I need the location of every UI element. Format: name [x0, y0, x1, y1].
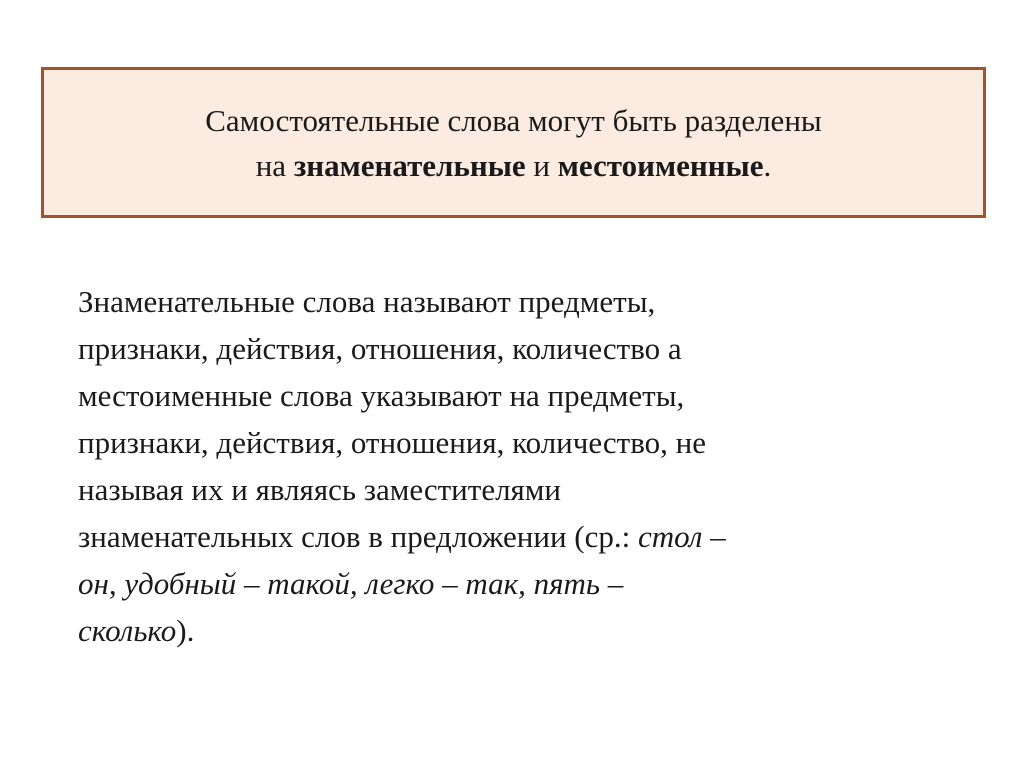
term-mestoimennye: местоименные: [557, 147, 764, 183]
title-line-1: Самостоятельные слова могут быть разделены: [205, 102, 822, 138]
example-skolko: сколько: [78, 613, 177, 648]
closing-paren: ).: [176, 613, 195, 648]
body-line-3: местоименные слова указывают на предметы,: [78, 378, 685, 413]
title-box: [41, 67, 986, 218]
title-line-2: [256, 143, 772, 188]
body-line-5: называя их и являясь заместителями: [78, 472, 562, 507]
body-line-7: он, удобный – такой, легко – так, пять –: [78, 566, 624, 601]
body-line-4: признаки, действия, отношения, количество, не: [78, 425, 706, 460]
example-stol: стол –: [638, 519, 726, 554]
body-line-6-text: знаменательных слов в предложении (ср.:: [78, 519, 638, 554]
title-prefix: на: [255, 147, 294, 183]
body-line-1: Знаменательные слова называют предметы,: [78, 284, 656, 319]
term-znamenatelnye: знаменательные: [293, 147, 526, 183]
title-suffix: .: [763, 147, 772, 183]
body-paragraph: [78, 278, 978, 654]
body-line-6: [78, 513, 978, 560]
title-middle: и: [525, 147, 558, 183]
body-line-2: признаки, действия, отношения, количество а: [78, 331, 682, 366]
body-line-8: [78, 607, 978, 654]
